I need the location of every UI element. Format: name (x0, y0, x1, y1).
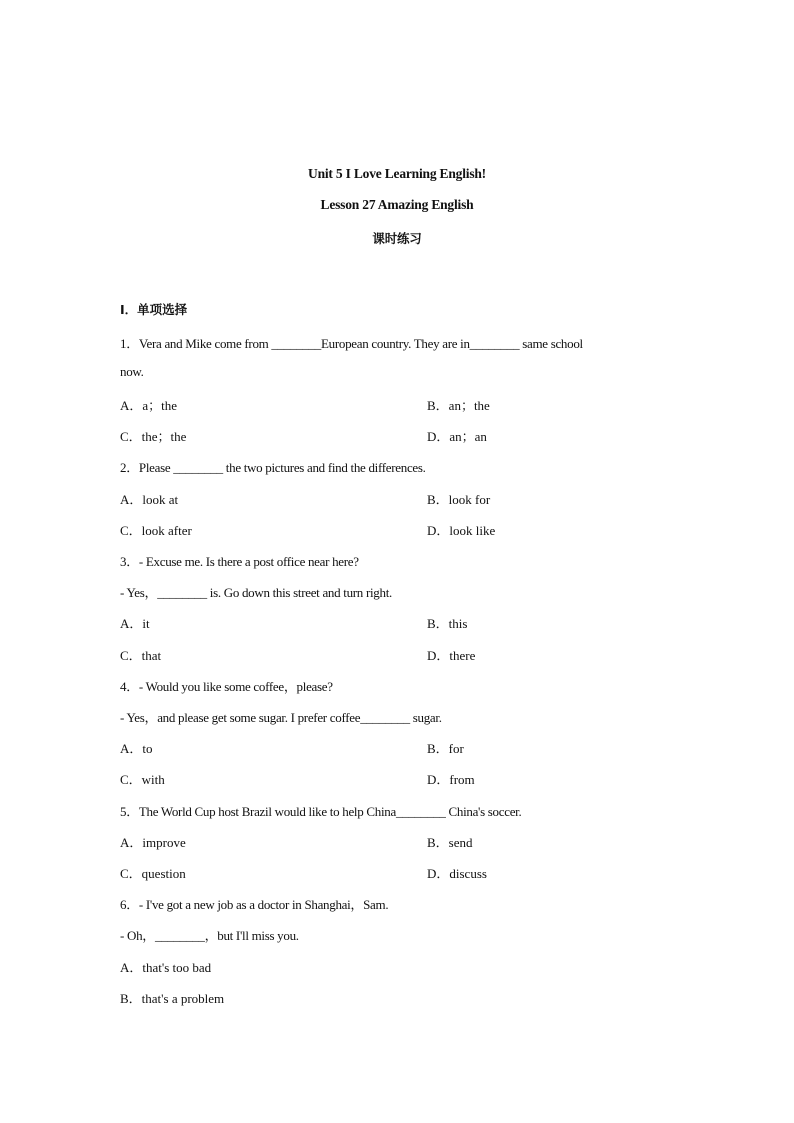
question-3-option-d[interactable]: D．there (427, 648, 476, 663)
question-6-stem: 6．- I've got a new job as a doctor in Shanghai，Sam. (120, 897, 389, 912)
unit-title: Unit 5 I Love Learning English! (308, 166, 486, 181)
question-3-option-a[interactable]: A．it (120, 616, 150, 631)
question-5-option-a[interactable]: A．improve (120, 835, 186, 850)
question-1-option-b[interactable]: B．an；the (427, 398, 490, 413)
question-1-stem-continued: now. (120, 364, 144, 379)
question-3-stem-continued: - Yes，________ is. Go down this street and turn right. (120, 585, 392, 600)
exercise-subtitle: 课时练习 (372, 231, 422, 246)
question-3-option-c[interactable]: C．that (120, 648, 162, 663)
question-4-stem-continued: - Yes，and please get some sugar. I prefer coffee________ sugar. (120, 710, 442, 725)
question-5-option-b[interactable]: B．send (427, 835, 473, 850)
question-2-stem: 2．Please ________ the two pictures and find the differences. (120, 460, 426, 475)
question-4-option-b[interactable]: B．for (427, 741, 464, 756)
question-2-option-d[interactable]: D．look like (427, 523, 496, 538)
question-6-option-a[interactable]: A．that's too bad (120, 960, 212, 975)
section-heading: Ⅰ．单项选择 (120, 302, 188, 317)
question-5-stem: 5．The World Cup host Brazil would like to help China________ China's soccer. (120, 804, 522, 819)
question-1-option-d[interactable]: D．an；an (427, 429, 487, 444)
question-5-option-c[interactable]: C．question (120, 866, 186, 881)
question-6-stem-continued: - Oh，________，but I'll miss you. (120, 928, 299, 943)
lesson-title: Lesson 27 Amazing English (320, 197, 474, 212)
question-2-option-b[interactable]: B．look for (427, 492, 491, 507)
question-2-option-c[interactable]: C．look after (120, 523, 192, 538)
question-1-option-a[interactable]: A．a；the (120, 398, 178, 413)
question-1-stem: 1．Vera and Mike come from ________European country. They are in________ same school (120, 336, 583, 351)
question-4-option-d[interactable]: D．from (427, 772, 475, 787)
question-5-option-d[interactable]: D．discuss (427, 866, 487, 881)
question-4-option-c[interactable]: C．with (120, 772, 165, 787)
question-3-stem: 3．- Excuse me. Is there a post office near here? (120, 554, 359, 569)
question-3-option-b[interactable]: B．this (427, 616, 468, 631)
question-4-stem: 4．- Would you like some coffee，please? (120, 679, 333, 694)
question-1-option-c[interactable]: C．the；the (120, 429, 187, 444)
question-2-option-a[interactable]: A．look at (120, 492, 179, 507)
question-6-option-b[interactable]: B．that's a problem (120, 991, 225, 1006)
question-4-option-a[interactable]: A．to (120, 741, 153, 756)
